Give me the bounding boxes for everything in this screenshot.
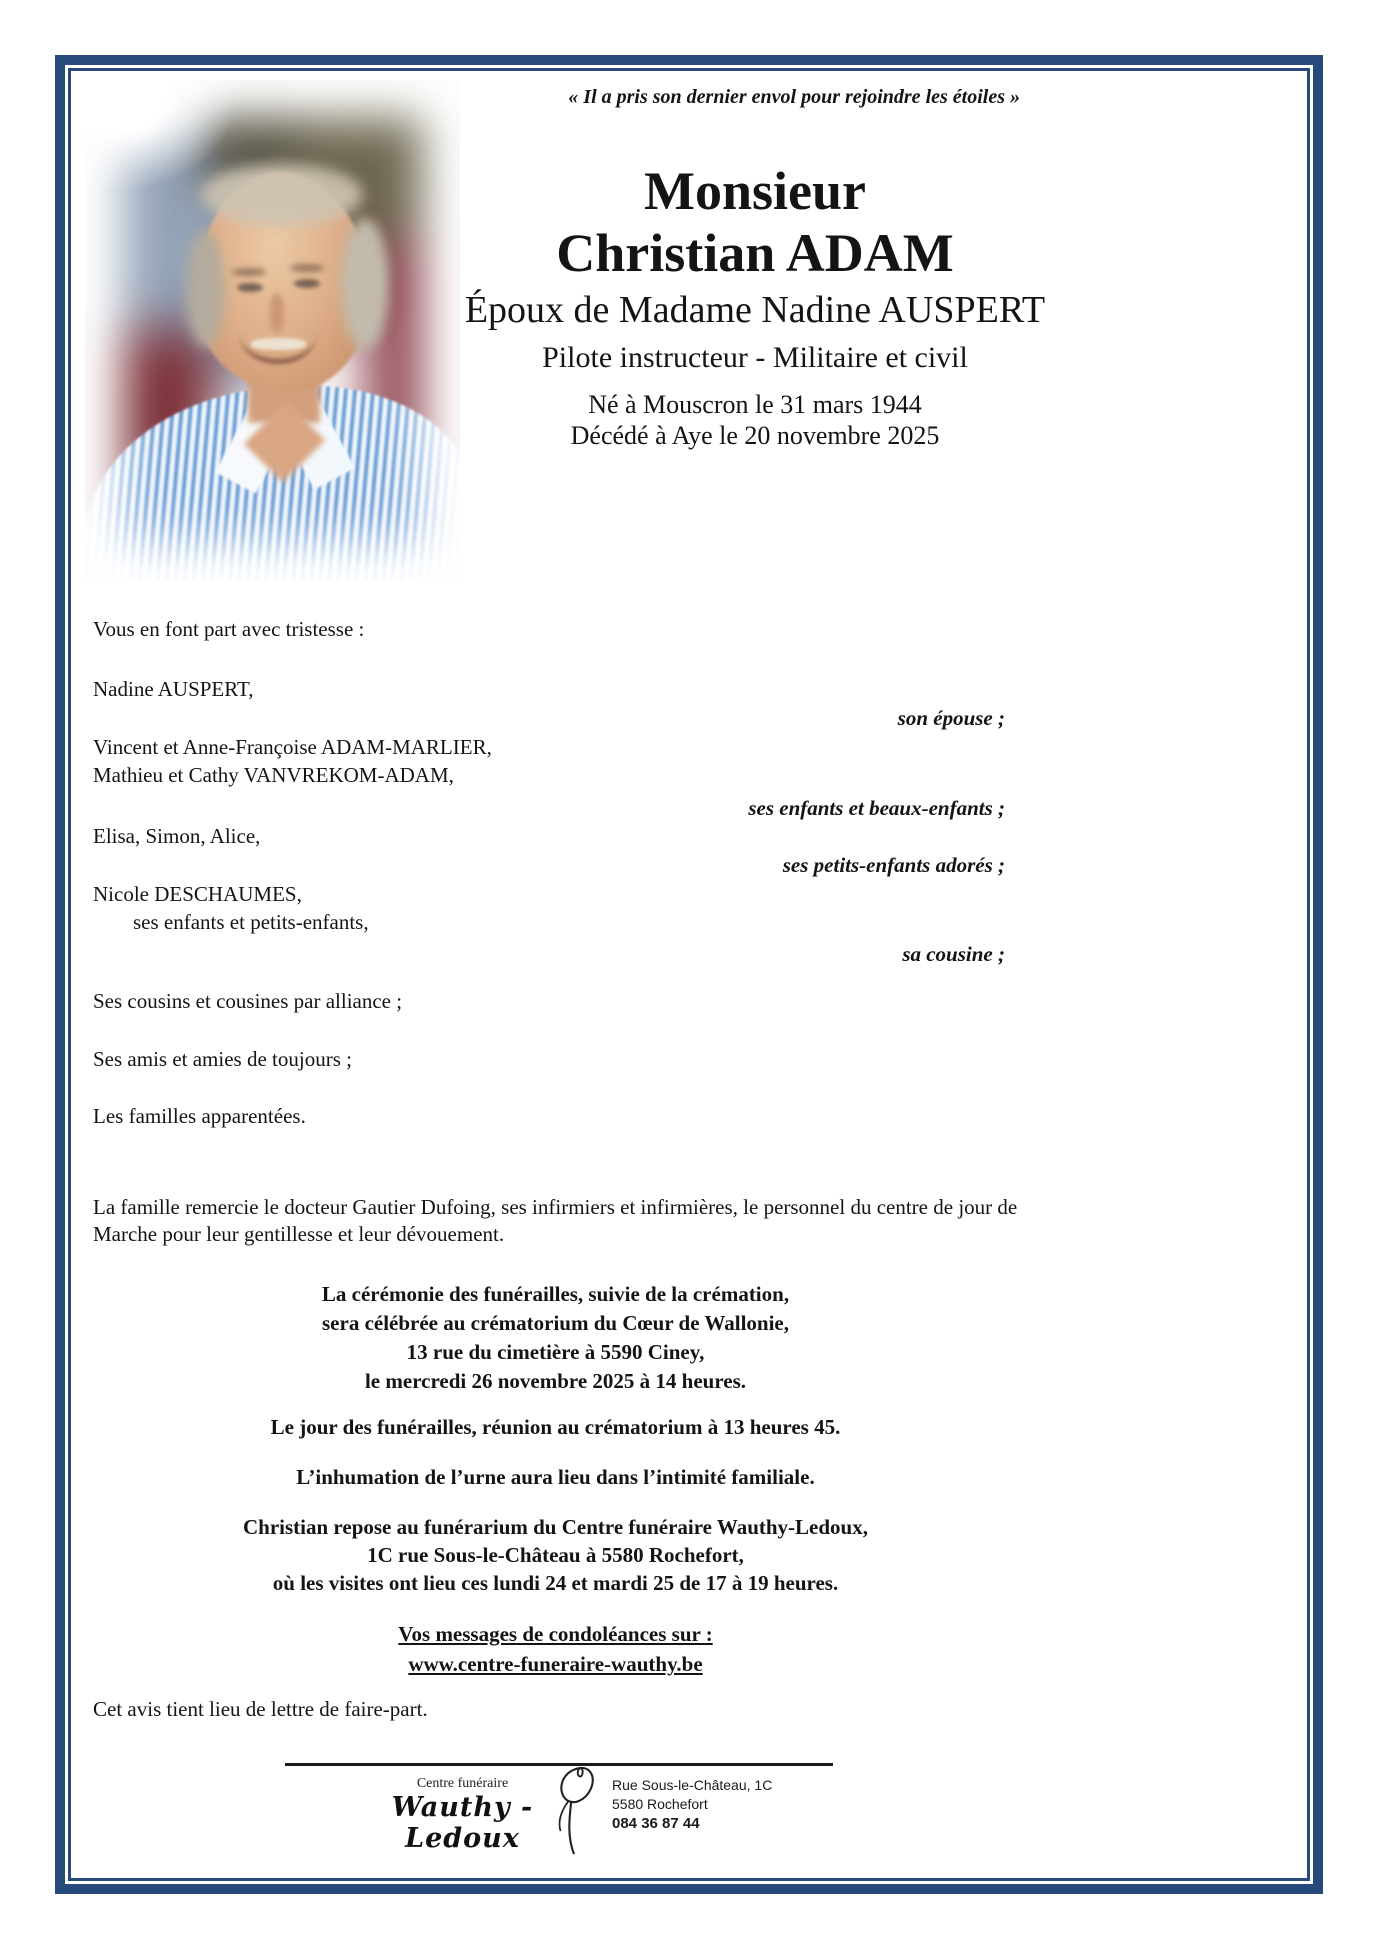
spouse-line: Époux de Madame Nadine AUSPERT: [464, 289, 1046, 331]
memorial-quote: « Il a pris son dernier envol pour rejoindre les étoiles »: [568, 86, 1020, 108]
relative-name: Mathieu et Cathy VANVREKOM-ADAM,: [93, 763, 454, 787]
thanks-paragraph: [93, 1194, 1298, 1248]
repose-line: 1C rue Sous-le-Château à 5580 Rochefort,: [367, 1543, 744, 1567]
birth-line: Né à Mouscron le 31 mars 1944: [588, 390, 922, 419]
condolences-block: [93, 1619, 1018, 1679]
photo-vignette: [85, 80, 460, 580]
announcement-intro: Vous en font part avec tristesse :: [93, 617, 365, 641]
calla-lily-icon: [545, 1762, 603, 1858]
brand-tagline: Centre funéraire: [416, 1776, 509, 1791]
relation-role: ses petits-enfants adorés ;: [782, 853, 1005, 877]
relation-role: ses enfants et beaux-enfants ;: [748, 796, 1005, 820]
ceremony-line: sera célébrée au crématorium du Cœur de Wallonie,: [322, 1311, 789, 1335]
condolences-url: www.centre-funeraire-wauthy.be: [408, 1652, 703, 1676]
address-line: 5580 Rochefort: [612, 1796, 708, 1812]
repose-details: [93, 1513, 1018, 1597]
funeral-home-brand: [355, 1776, 570, 1854]
relatives-line: Ses cousins et cousines par alliance ;: [93, 989, 403, 1013]
relatives-line: Les familles apparentées.: [93, 1104, 306, 1128]
ceremony-line: La cérémonie des funérailles, suivie de la crémation,: [321, 1282, 790, 1306]
meeting-line: Le jour des funérailles, réunion au crématorium à 13 heures 45.: [270, 1415, 841, 1439]
relative-name: Nicole DESCHAUMES,: [93, 882, 302, 906]
repose-line: où les visites ont lieu ces lundi 24 et mardi 25 de 17 à 19 heures.: [272, 1571, 839, 1595]
address-line: Rue Sous-le-Château, 1C: [612, 1777, 773, 1793]
relative-name: ses enfants et petits-enfants,: [133, 910, 369, 934]
relatives-line: Ses amis et amies de toujours ;: [93, 1047, 352, 1071]
relative-name: Elisa, Simon, Alice,: [93, 824, 261, 848]
relative-name: Vincent et Anne-Françoise ADAM-MARLIER,: [93, 735, 492, 759]
deceased-name: Christian ADAM: [556, 223, 954, 283]
deceased-header: [455, 160, 1055, 451]
urn-line: L’inhumation de l’urne aura lieu dans l’intimité familiale.: [296, 1465, 815, 1489]
relation-role: son épouse ;: [897, 706, 1005, 730]
condolences-label: Vos messages de condoléances sur :: [398, 1622, 713, 1646]
brand-name: Wauthy - Ledoux: [391, 1792, 534, 1854]
thanks-line: Marche pour leur gentillesse et leur dévouement.: [93, 1222, 505, 1246]
death-line: Décédé à Aye le 20 novembre 2025: [570, 421, 940, 450]
relative-name: Nadine AUSPERT,: [93, 677, 254, 701]
ceremony-details: [93, 1280, 1018, 1396]
profession-line: Pilote instructeur - Militaire et civil: [542, 341, 968, 374]
funeral-home-address: [612, 1776, 772, 1833]
relation-role: sa cousine ;: [902, 942, 1005, 966]
phone-number: 084 36 87 44: [612, 1815, 700, 1832]
thanks-line: La famille remercie le docteur Gautier Dufoing, ses infirmiers et infirmières, le personnel du centre de jour de: [93, 1195, 1018, 1219]
ceremony-line: 13 rue du cimetière à 5590 Ciney,: [406, 1340, 705, 1364]
title-monsieur: Monsieur: [644, 161, 866, 221]
ceremony-line: le mercredi 26 novembre 2025 à 14 heures.: [364, 1369, 747, 1393]
repose-line: Christian repose au funérarium du Centre funéraire Wauthy-Ledoux,: [243, 1515, 868, 1539]
portrait-photo: [85, 80, 460, 580]
closing-line: Cet avis tient lieu de lettre de faire-part.: [93, 1697, 428, 1721]
